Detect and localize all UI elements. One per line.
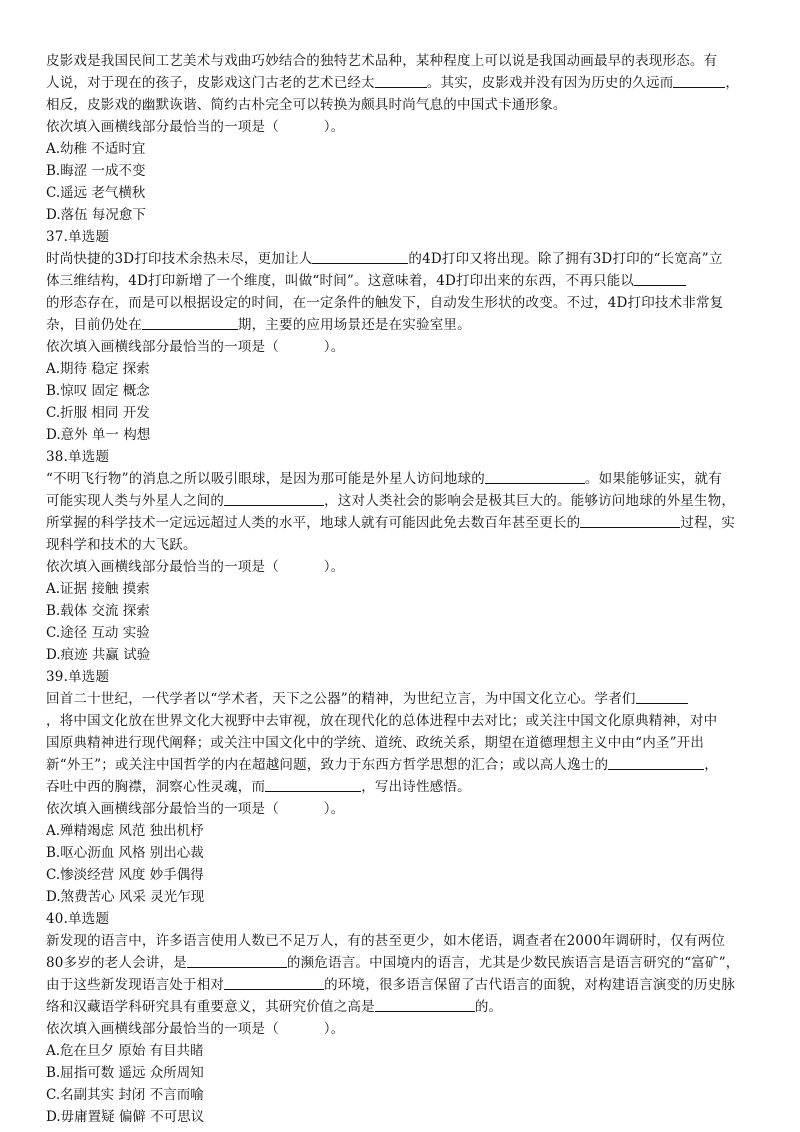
q39-text: ， [704,757,718,773]
q38-text: 可能实现人类与外星人之间的 [46,493,225,509]
q36-prompt: 依次填入画横线部分最恰当的一项是（ ）。 [46,119,345,135]
q40-option-c[interactable]: C.名副其实 封闭 不言而喻 [46,1087,204,1103]
q37-stem-line-2 [46,270,756,292]
q38-prompt: 依次填入画横线部分最恰当的一项是（ ）。 [46,559,345,575]
q37-stem-line-1 [46,248,756,270]
q36-text: 。其实，皮影戏并没有因为历史的久远而 [426,75,674,91]
q37-text: 期，主要的应用场景还是在实验室里。 [237,317,471,333]
blank [224,975,324,990]
blank [485,469,585,484]
q40-prompt: 依次填入画横线部分最恰当的一项是（ ）。 [46,1021,345,1037]
q38-text: “不明飞行物”的消息之所以吸引眼球，是因为那可能是外星人访问地球的 [46,471,485,487]
q40-header: 40.单选题 [46,911,110,927]
q36-stem-line-1: 皮影戏是我国民间工艺美术与戏曲巧妙结合的独特艺术品种，某种程度上可以说是我国动画最早的表现形态。有 [46,53,718,69]
q40-option-b[interactable]: B.屈指可数 遥远 众所周知 [46,1065,204,1081]
q40-stem-line-1: 新发现的语言中，许多语言使用人数已不足万人，有的甚至更少，如木佬语，调查者在2000年调研时，仅有两位 [46,933,726,949]
q39-header: 39.单选题 [46,669,110,685]
q38-option-d[interactable]: D.痕迹 共赢 试验 [46,647,151,663]
q40-text: 的环境，很多语言保留了古代语言的面貌，对构建语言演变的历史脉 [324,977,736,993]
q39-text: 新“外王”；或关注中国哲学的内在超越问题，致力于东西方哲学思想的汇合；或以高人逸士的 [46,757,609,773]
q38-header: 38.单选题 [46,449,110,465]
q40-text: 由于这些新发现语言处于相对 [46,977,225,993]
q38-stem-line-3 [46,512,756,534]
q39-text: 回首二十世纪，一代学者以“学术者，天下之公器”的精神，为世纪立言，为中国文化立心。学者们 [46,691,636,707]
blank [312,249,408,264]
q39-option-b[interactable]: B.呕心沥血 风格 别出心裁 [46,845,204,861]
q40-text: 的濒危语言。中国境内的语言，尤其是少数民族语言是语言研究的“富矿”， [286,955,740,971]
q36-text: 人说，对于现在的孩子，皮影戏这门古老的艺术已经太 [46,75,375,91]
q39-prompt: 依次填入画横线部分最恰当的一项是（ ）。 [46,801,345,817]
q40-text: 络和汉藏语学科研究具有重要意义，其研究价值之高是 [46,999,375,1015]
q36-option-d[interactable]: D.落伍 每况愈下 [46,207,146,223]
q38-stem-line-1 [46,468,756,490]
q37-option-c[interactable]: C.折服 相同 开发 [46,405,150,421]
q36-option-c[interactable]: C.遥远 老气横秋 [46,185,146,201]
blank [580,513,680,528]
blank [224,491,324,506]
q39-stem-line-4 [46,754,756,776]
q40-stem-line-4 [46,996,756,1018]
q40-stem-line-2 [46,952,756,974]
document-page [46,50,756,1128]
q37-prompt: 依次填入画横线部分最恰当的一项是（ ）。 [46,339,345,355]
q39-text: ，写出诗性感悟。 [361,779,471,795]
q37-text: 时尚快捷的3D打印技术余热未尽，更加让人 [46,251,313,267]
q37-option-a[interactable]: A.期待 稳定 探索 [46,361,150,377]
q40-text: 80多岁的老人会讲，是 [46,955,187,971]
q40-stem-line-3 [46,974,756,996]
q39-option-c[interactable]: C.惨淡经营 风度 妙手偶得 [46,867,204,883]
q40-option-d[interactable]: D.毋庸置疑 偏僻 不可思议 [46,1109,205,1125]
q36-option-b[interactable]: B.晦涩 一成不变 [46,163,146,179]
q37-text: 体三维结构，4D打印新增了一个维度，叫做“时间”。这意味着，4D打印出来的东西，不再只能以 [46,273,635,289]
q39-option-a[interactable]: A.殚精竭虑 风范 独出机杼 [46,823,204,839]
q37-stem-line-3: 的形态存在，而是可以根据设定的时间，在一定条件的触发下，自动发生形状的改变。不过，4D打印技术非常复 [46,295,724,311]
q40-text: 的。 [474,999,503,1015]
blank [265,777,361,792]
q39-option-d[interactable]: D.煞费苦心 风采 灵光乍现 [46,889,205,905]
q37-text: 杂，目前仍处在 [46,317,142,333]
q38-text: 过程，实 [680,515,736,531]
blank [673,73,725,88]
q39-stem-line-2: ，将中国文化放在世界文化大视野中去审视，放在现代化的总体进程中去对比；或关注中国文化原典精神，对中 [46,713,718,729]
q38-stem-line-2 [46,490,756,512]
q36-stem-line-3: 相反，皮影戏的幽默诙谐、简约古朴完全可以转换为颇具时尚气息的中国式卡通形象。 [46,97,567,113]
q36-stem-line-2 [46,72,756,94]
q37-stem-line-4 [46,314,756,336]
q39-text: 吞吐中西的胸襟，洞察心性灵魂，而 [46,779,266,795]
q37-text: 的4D打印又将出现。除了拥有3D打印的“长宽高”立 [408,251,723,267]
q39-stem-line-5 [46,776,756,798]
blank [142,315,238,330]
q39-stem-line-3: 国原典精神进行现代阐释；或关注中国文化中的学统、道统、政统关系，期望在道德理想主义中由“内圣”开出 [46,735,705,751]
q38-text: 所掌握的科学技术一定远远超过人类的水平，地球人就有可能因此免去数百年甚至更长的 [46,515,581,531]
q38-text: ，这对人类社会的影响会是极其巨大的。能够访问地球的外星生物， [324,493,736,509]
q38-option-b[interactable]: B.载体 交流 探索 [46,603,150,619]
q37-option-b[interactable]: B.惊叹 固定 概念 [46,383,150,399]
blank [634,271,686,286]
q37-header: 37.单选题 [46,229,110,245]
q39-stem-line-1 [46,688,756,710]
blank [636,689,688,704]
q36-option-a[interactable]: A.幼稚 不适时宜 [46,141,146,157]
blank [375,997,475,1012]
blank [608,755,704,770]
q40-option-a[interactable]: A.危在旦夕 原始 有目共睹 [46,1043,204,1059]
q38-option-a[interactable]: A.证据 接触 摸索 [46,581,150,597]
q38-text: 。如果能够证实，就有 [584,471,722,487]
q37-option-d[interactable]: D.意外 单一 构想 [46,427,151,443]
q38-option-c[interactable]: C.途径 互动 实验 [46,625,150,641]
q38-stem-line-4: 现科学和技术的大飞跃。 [46,537,197,553]
q36-text: ， [725,75,740,91]
blank [375,73,427,88]
blank [187,953,287,968]
